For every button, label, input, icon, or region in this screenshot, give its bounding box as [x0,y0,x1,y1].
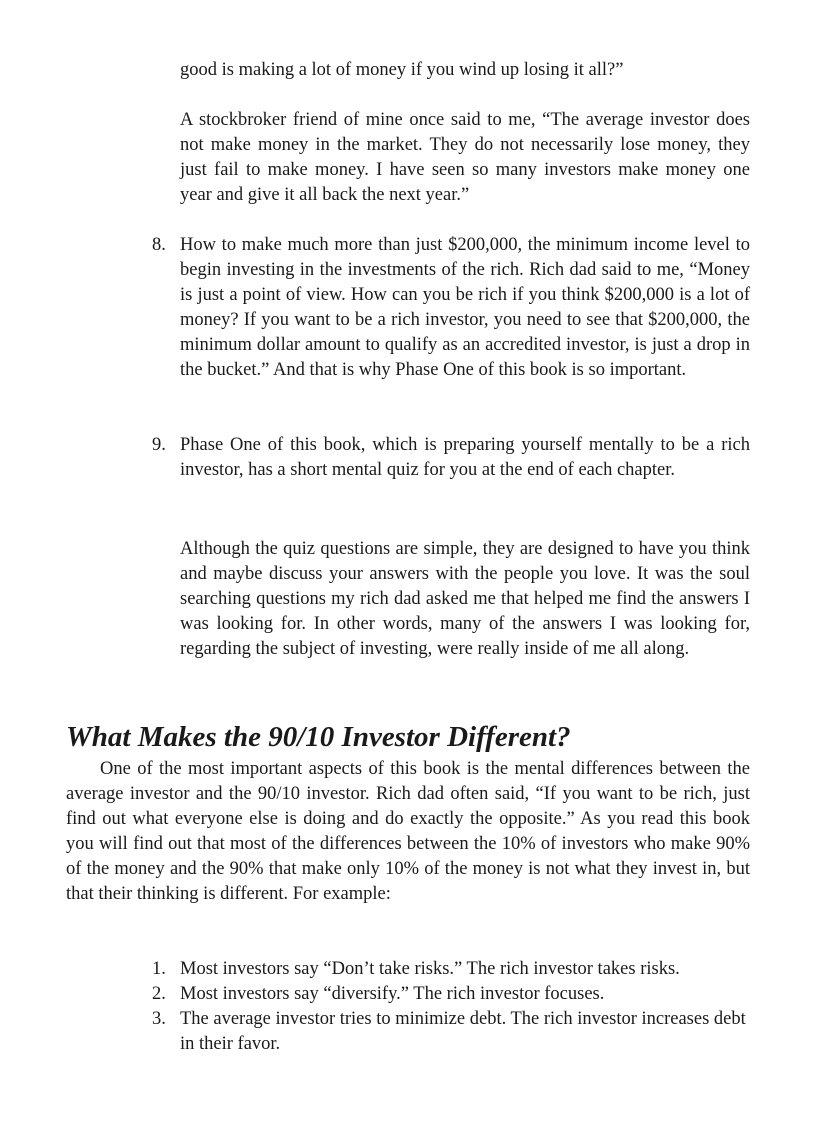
difference-item-3 [152,1007,750,1057]
item-number: 1. [152,959,166,979]
item-text: Phase One of this book, which is preparing yourself mentally to be a rich investor, has a short mental quiz for you at the end of each chapter. [180,435,750,480]
item-text: How to make much more than just $200,000, the minimum income level to begin investing in the investments of the rich. Rich dad said to me, “Money is just a point of view. How can you be rich if you think $200,000 is a lot of money? If you want to be a rich investor, you need to see that $200,000, the minimum dollar amount to qualify as an accredited investor, is just a drop in the bucket.” And that is why Phase One of this book is so important. [180,235,750,380]
item-number: 3. [152,1009,166,1029]
continuation-line: good is making a lot of money if you wind up losing it all?” [180,60,624,80]
item-number: 9. [152,435,166,455]
difference-item-1 [152,957,750,982]
item-number: 8. [152,235,166,255]
difference-item-2 [152,982,750,1007]
numbered-item-9 [152,433,750,483]
item-text: Most investors say “Don’t take risks.” The rich investor takes risks. [180,959,680,979]
item-text: The average investor tries to minimize debt. The rich investor increases debt in their favor. [180,1009,746,1054]
section-paragraph: One of the most important aspects of this book is the mental differences between the average investor and the 90/10 investor. Rich dad often said, “If you want to be rich, just find out what everyone else is doing and do exactly the opposite.” As you read this book you will find out that most of the differences between the 10% of investors who make 90% of the money and the 90% that make only 10% of the money is not what they invest in, but that their thinking is different. For example: [66,759,750,904]
section-heading: What Makes the 90/10 Investor Different? [66,721,571,753]
item-text: Most investors say “diversify.” The rich investor focuses. [180,984,605,1004]
numbered-item-8 [152,233,750,383]
stockbroker-quote-paragraph: A stockbroker friend of mine once said to me, “The average investor does not make money in the market. They do not necessarily lose money, they just fail to make money. I have seen so many investors make money one year and give it all back the next year.” [180,110,750,205]
quiz-paragraph: Although the quiz questions are simple, they are designed to have you think and maybe discuss your answers with the people you love. It was the soul searching questions my rich dad asked me that helped me find the answers I was looking for. In other words, many of the answers I was looking for, regarding the subject of investing, were really inside of me all along. [180,539,750,659]
item-number: 2. [152,984,166,1004]
